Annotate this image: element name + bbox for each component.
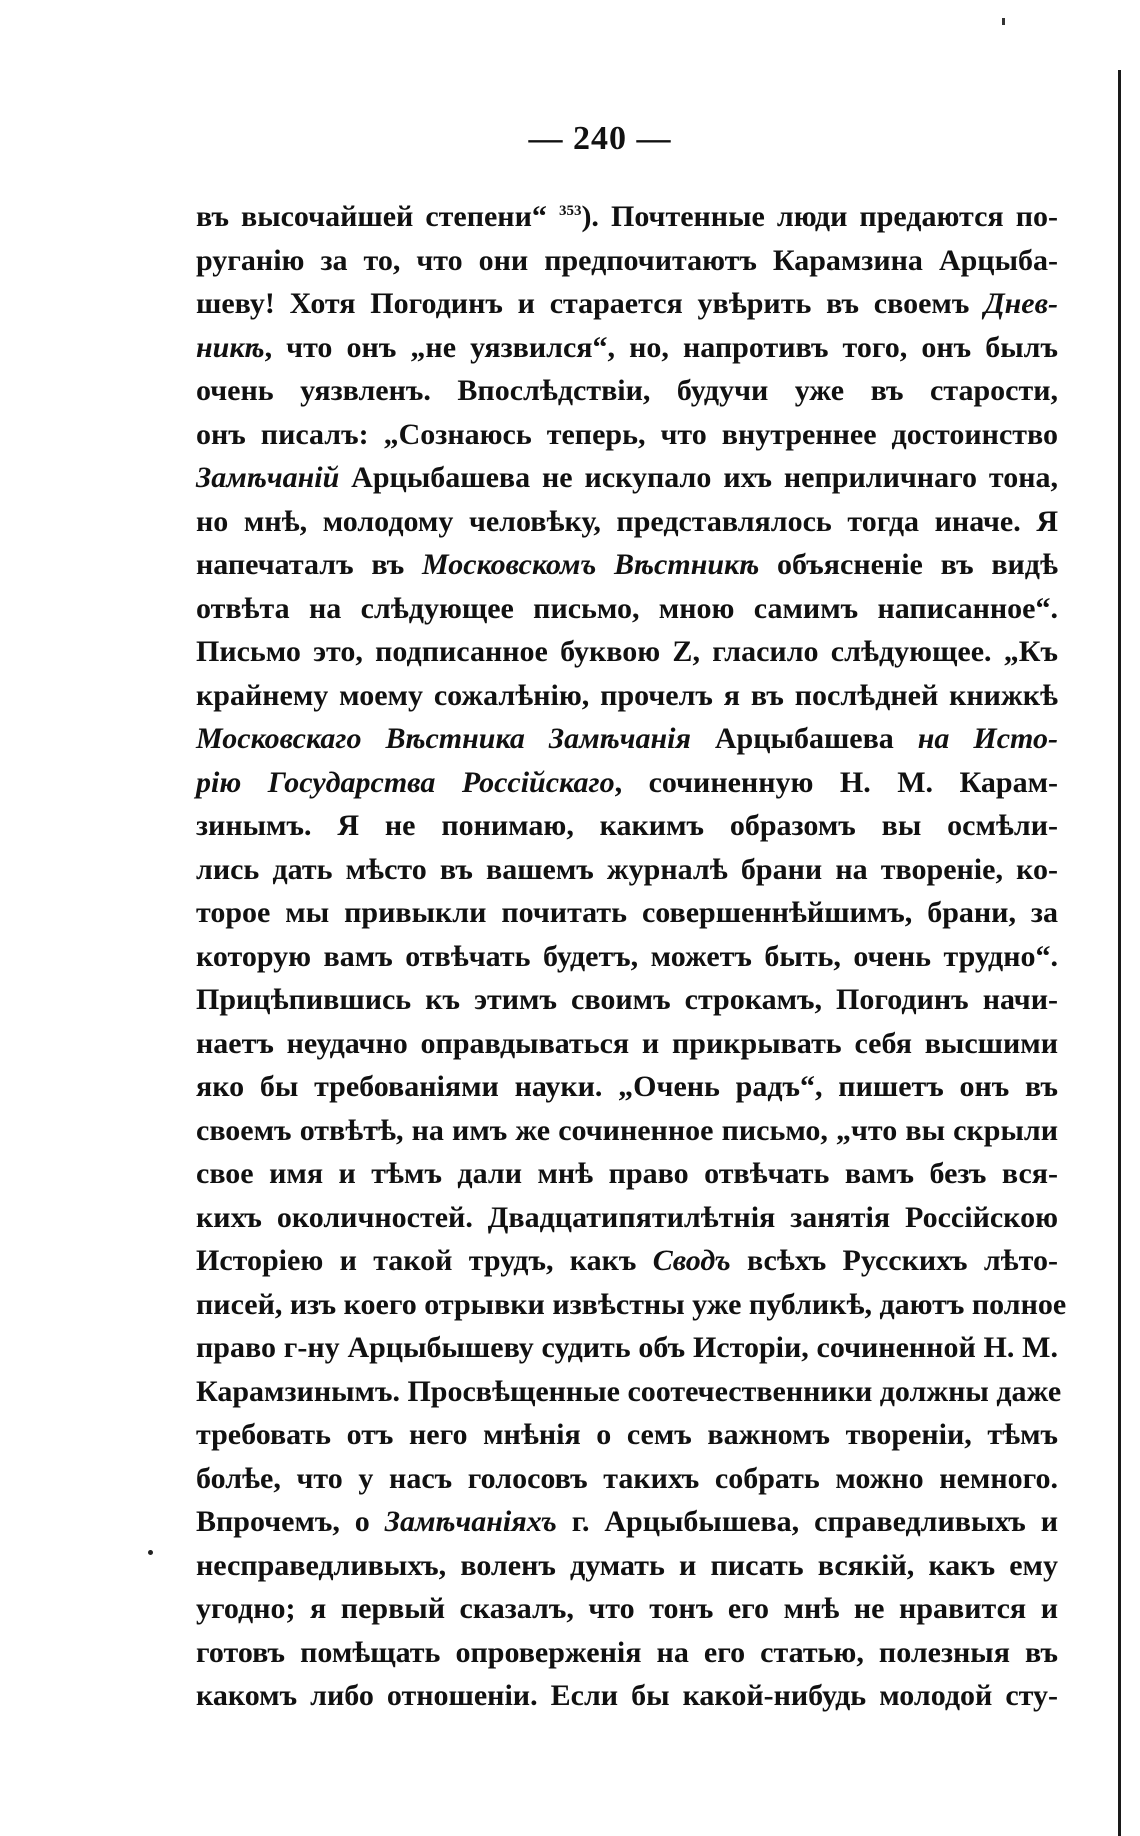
text-run: свое имя и тѣмъ дали мнѣ право отвѣчать вамъ безъ вся-: [196, 1157, 1058, 1190]
page-number: — 240 —: [528, 120, 672, 157]
text-line: [196, 1631, 1058, 1675]
footnote-ref: 353: [558, 203, 582, 219]
text-line: [196, 500, 1058, 544]
text-run: которую вамъ отвѣчать будетъ, можетъ быть, очень трудно“.: [196, 939, 1058, 973]
text-run: торое мы привыкли почитать совершеннѣйшимъ, брани, за: [196, 896, 1058, 929]
text-line: [196, 1326, 1058, 1370]
text-run: руганію за то, что они предпочитаютъ Карамзина Арцыба-: [196, 243, 1058, 277]
text-run: угодно; я первый сказалъ, что тонъ его мнѣ не нравится и: [196, 1592, 1058, 1625]
text-line: [196, 369, 1058, 413]
text-line: [196, 282, 1058, 326]
text-run: но мнѣ, молодому человѣку, представлялось тогда иначе. Я: [196, 504, 1058, 538]
text-run: Арцыбашева не искупало ихъ неприличнаго тона,: [339, 461, 1058, 494]
text-run: яко бы требованіями науки. „Очень радъ“, пишетъ онъ въ: [196, 1070, 1058, 1103]
text-line: [196, 1022, 1058, 1066]
text-run: , сочиненную Н. М. Карам-: [614, 765, 1058, 799]
text-run: какомъ либо отношеніи. Если бы какой-нибудь молодой сту-: [196, 1679, 1058, 1712]
text-line: [196, 848, 1058, 892]
text-line: [196, 195, 1058, 239]
text-line: [196, 543, 1058, 587]
text-line: [196, 1109, 1058, 1153]
text-line: [196, 674, 1058, 718]
text-run: своемъ отвѣтѣ, на имъ же сочиненное письмо, „что вы скрыли: [196, 1113, 1058, 1147]
text-line: [196, 1283, 1067, 1327]
text-line: [196, 978, 1058, 1022]
text-line: [196, 1457, 1058, 1501]
text-line: [196, 1239, 1058, 1283]
text-line: [196, 630, 1058, 674]
italic-title: никѣ: [196, 330, 265, 364]
text-line: [196, 456, 1058, 500]
text-run: очень уязвленъ. Впослѣдствіи, будучи уже въ старости,: [196, 374, 1058, 407]
text-line: [196, 1413, 1058, 1457]
text-line: [196, 761, 1058, 805]
text-line: [196, 891, 1058, 935]
scan-speck: [1002, 18, 1005, 25]
text-line: [196, 413, 1058, 457]
italic-title: Днев-: [984, 287, 1058, 320]
italic-title: рію Государства Россійскаго: [196, 765, 615, 799]
text-run: напечаталъ въ: [196, 548, 423, 581]
body-text: [196, 195, 1067, 1718]
text-run: писей, изъ коего отрывки извѣстны уже публикѣ, даютъ полное: [196, 1287, 1067, 1321]
text-run: Впрочемъ, о: [196, 1505, 385, 1538]
text-run: Карамзинымъ. Просвѣщенные соотечественники должны даже: [196, 1374, 1062, 1408]
text-run: онъ писалъ: „Сознаюсь теперь, что внутреннее достоинство: [196, 417, 1058, 451]
text-run: требовать отъ него мнѣнія о семъ важномъ твореніи, тѣмъ: [196, 1418, 1058, 1451]
text-line: [196, 239, 1058, 283]
italic-title: Московскаго Вѣстника Замѣчанія: [196, 722, 691, 755]
italic-title: Замѣчаній: [196, 461, 340, 494]
text-line: [196, 1544, 1058, 1588]
text-run: крайнему моему сожалѣнію, прочелъ я въ послѣдней книжкѣ: [196, 678, 1058, 712]
text-line: [196, 1370, 1062, 1414]
text-run: Прицѣпившись къ этимъ своимъ строкамъ, Погодинъ начи-: [196, 983, 1058, 1016]
text-run: Исторіею и такой трудъ, какъ: [196, 1244, 653, 1277]
text-line: [196, 717, 1058, 761]
text-run: Арцыбашева: [690, 722, 918, 755]
page-edge-rule: [1118, 70, 1121, 1836]
text-run: кихъ околичностей. Двадцатипятилѣтнія занятія Россійскою: [196, 1200, 1058, 1234]
text-line: [196, 1500, 1058, 1544]
italic-title: на Исто-: [917, 722, 1058, 755]
text-run: всѣхъ Русскихъ лѣто-: [730, 1244, 1058, 1277]
text-run: ). Почтенные люди предаются по-: [581, 200, 1058, 233]
text-run: , что онъ „не уязвился“, но, напротивъ того, онъ былъ: [264, 330, 1058, 364]
text-run: г. Арцыбышева, справедливыхъ и: [556, 1505, 1058, 1538]
text-run: несправедливыхъ, воленъ думать и писать всякій, какъ ему: [196, 1548, 1058, 1582]
text-line: [196, 1587, 1058, 1631]
text-run: лись дать мѣсто въ вашемъ журналѣ брани на твореніе, ко-: [196, 852, 1058, 886]
text-run: зинымъ. Я не понимаю, какимъ образомъ вы осмѣли-: [196, 809, 1058, 842]
text-line: [196, 1152, 1058, 1196]
margin-dot: [148, 1550, 153, 1555]
italic-title: Замѣчаніяхъ: [384, 1505, 557, 1538]
text-run: право г-ну Арцыбышеву судить объ Исторіи, сочиненной Н. М.: [196, 1331, 1058, 1364]
text-run: болѣе, что у насъ голосовъ такихъ собрать можно немного.: [196, 1461, 1058, 1495]
text-line: [196, 1674, 1058, 1718]
text-line: [196, 587, 1058, 631]
text-run: объясненіе въ видѣ: [759, 548, 1058, 581]
text-line: [196, 935, 1058, 979]
italic-title: Московскомъ Вѣстникѣ: [422, 548, 760, 581]
text-run: готовъ помѣщать опроверженія на его статью, полезныя въ: [196, 1635, 1058, 1669]
text-line: [196, 804, 1058, 848]
text-run: отвѣта на слѣдующее письмо, мною самимъ написанное“.: [196, 591, 1058, 625]
text-run: шеву! Хотя Погодинъ и старается увѣрить въ своемъ: [196, 287, 985, 320]
text-line: [196, 326, 1058, 370]
text-run: въ высочайшей степени“: [196, 200, 559, 233]
italic-title: Сводъ: [652, 1244, 731, 1277]
text-run: наетъ неудачно оправдываться и прикрывать себя высшими: [196, 1026, 1058, 1060]
text-line: [196, 1196, 1058, 1240]
text-line: [196, 1065, 1058, 1109]
text-run: Письмо это, подписанное буквою Z, гласило слѣдующее. „Къ: [196, 635, 1058, 668]
